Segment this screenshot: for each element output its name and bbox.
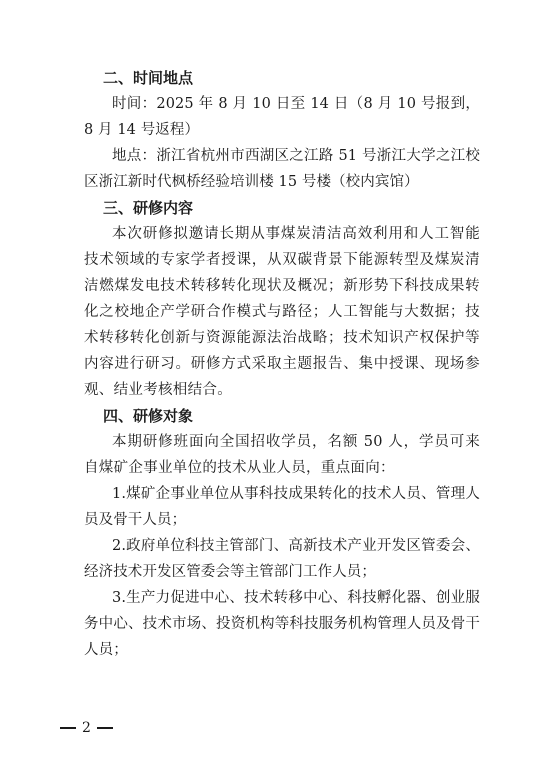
page-footer <box>60 720 113 736</box>
footer-dash-right <box>97 727 113 729</box>
place-paragraph: 地点：浙江省杭州市西湖区之江路 51 号浙江大学之江校区浙江新时代枫桥经验培训楼 15 号楼（校内宾馆） <box>84 148 480 190</box>
section-heading-target: 四、研修对象 <box>103 407 194 425</box>
target-item-1: 1.煤矿企事业单位从事科技成果转化的技术人员、管理人员及骨干人员； <box>84 486 480 528</box>
target-item-3: 3.生产力促进中心、技术转移中心、科技孵化器、创业服务中心、技术市场、投资机构等科技服务机构管理人员及骨干人员； <box>84 590 480 658</box>
target-intro-paragraph: 本期研修班面向全国招收学员，名额 50 人，学员可来自煤矿企事业单位的技术从业人员，重点面向： <box>84 434 480 476</box>
target-item-2: 2.政府单位科技主管部门、高新技术产业开发区管委会、经济技术开发区管委会等主管部门工作人员； <box>84 538 480 580</box>
section-heading-content: 三、研修内容 <box>103 199 194 217</box>
footer-dash-left <box>60 727 76 729</box>
time-paragraph: 时间：2025 年 8 月 10 日至 14 日（8 月 10 号报到，8 月 14 号返程） <box>84 96 480 138</box>
document-body <box>84 65 480 663</box>
section-heading-time-place: 二、时间地点 <box>103 69 194 87</box>
content-paragraph: 本次研修拟邀请长期从事煤炭清洁高效利用和人工智能技术领域的专家学者授课，从双碳背景下能源转型及煤炭清洁燃煤发电技术转移转化现状及概况；新形势下科技成果转化之校地企产学研合作模式与路径；人工智能与大数据；技术转移转化创新与资源能源法治战略；技术知识产权保护等内容进行研习。研修方式采取主题报告、集中授课、现场参观、结业考核相结合。 <box>84 226 480 398</box>
page-number: 2 <box>82 720 91 736</box>
